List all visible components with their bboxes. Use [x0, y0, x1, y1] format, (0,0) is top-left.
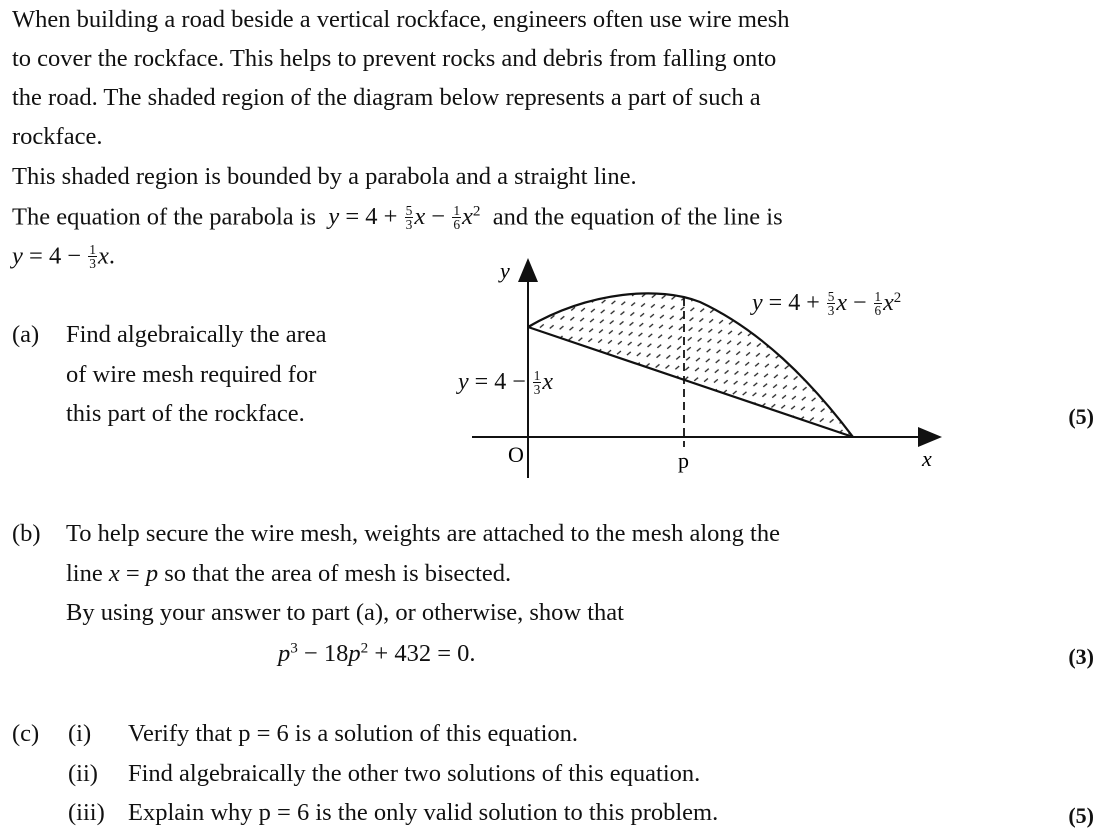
part-c-ii-num: (ii): [68, 760, 98, 787]
part-a-label: (a): [12, 321, 40, 348]
p-label: p: [678, 448, 689, 473]
part-b-marks: (3): [1068, 644, 1094, 669]
intro-line-1: When building a road beside a vertical rockface, engineers often use wire mesh: [12, 6, 790, 33]
part-c-i-num: (i): [68, 720, 92, 747]
parabola-diagram-label: y = 4 + $\frac{5}{3}$ x − $\frac{1}{6}$ $x^2$: [752, 289, 902, 319]
intro-line-5: This shaded region is bounded by a parabola and a straight line.: [12, 163, 637, 190]
part-b-label: (b): [12, 520, 41, 547]
part-c-iii-text: Explain why p = 6 is the only valid solution to this problem.: [128, 799, 719, 826]
part-c-marks: (5): [1068, 803, 1094, 828]
part-c-iii-num: (iii): [68, 799, 105, 826]
part-b-line-3: By using your answer to part (a), or otherwise, show that: [66, 599, 624, 626]
eq-prefix: The equation of the parabola is: [12, 203, 317, 231]
part-c-ii-text: Find algebraically the other two solutions of this equation.: [128, 760, 701, 787]
part-a-line-3: this part of the rockface.: [66, 400, 305, 427]
part-a-line-1: Find algebraically the area: [66, 321, 327, 348]
part-b-line-2-text: so that the area of mesh is bisected.: [164, 560, 512, 587]
eq-suffix: and the equation of the line is: [492, 203, 783, 231]
x-axis-label: x: [922, 446, 932, 471]
part-c-i-text: Verify that p = 6 is a solution of this equation.: [128, 720, 578, 747]
line-diagram-label: y = 4 − $\frac{1}{3}$ x: [458, 368, 553, 398]
intro-line-3: the road. The shaded region of the diagram below represents a part of such a: [12, 84, 761, 111]
part-b-line-2: line x = p so that the area of mesh is bisected.: [66, 560, 512, 587]
part-b-equation: $p^3 - 18p^2 + 432 = 0$.: [278, 639, 476, 667]
y-axis-label: y: [500, 258, 510, 283]
intro-line-2: to cover the rockface. This helps to prevent rocks and debris from falling onto: [12, 45, 777, 72]
part-a-line-2: of wire mesh required for: [66, 361, 317, 388]
parabola-equation: y = 4 + $\frac{5}{3}$ x − $\frac{1}{6}$ $x^2$: [328, 203, 481, 233]
part-a-marks: (5): [1068, 404, 1094, 429]
intro-line-4: rockface.: [12, 123, 103, 150]
part-c-label: (c): [12, 720, 40, 747]
part-b-line-1: To help secure the wire mesh, weights are attached to the mesh along the: [66, 520, 780, 547]
line-equation: y = 4 − $\frac{1}{3}$ x.: [12, 242, 115, 272]
origin-label: O: [508, 442, 524, 467]
